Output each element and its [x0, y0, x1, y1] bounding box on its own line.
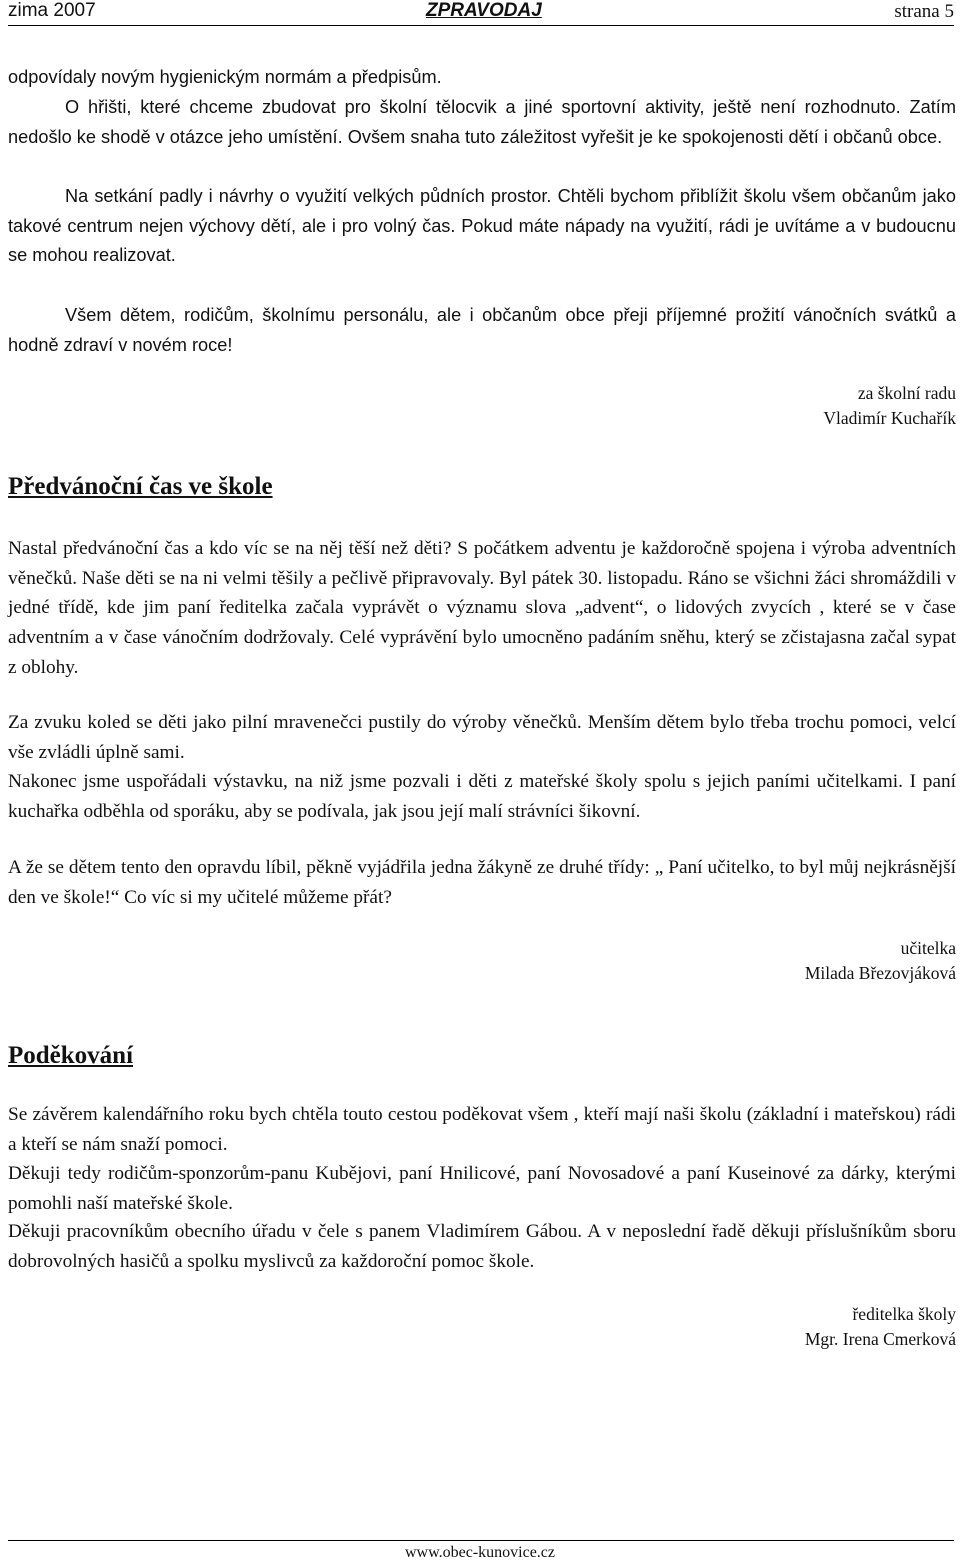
- section2-paragraph-intro: Se závěrem kalendářního roku bych chtěla touto cestou poděkovat všem , kteří mají naši školu (základní i mateřskou) rádi a kteří se nám snaží pomoci.: [8, 1104, 956, 1155]
- footer-divider: [8, 1540, 954, 1541]
- section-heading-pre-christmas: Předvánoční čas ve škole: [8, 473, 273, 500]
- signature-name: Milada Březovjáková: [804, 963, 956, 983]
- section2-paragraph-office: Děkuji pracovníkům obecního úřadu v čele s panem Vladimírem Gábou. A v neposlední řadě děkuji příslušníkům sboru dobrovolných hasičů a spolku myslivců za každoroční pomoc škole.: [8, 1221, 956, 1272]
- intro-paragraph-playground: O hřišti, které chceme zbudovat pro školní tělocvik a jiné sportovní aktivity, ještě není rozhodnuto. Zatím nedošlo ke shodě v otázce jeho umístění. Ovšem snaha tuto záležitost vyřešit je ke spokojenosti dětí i občanů obce.: [8, 97, 956, 147]
- intro-line: odpovídaly novým hygienickým normám a předpisům.: [8, 67, 442, 87]
- section1-paragraph-quote: A že se dětem tento den opravdu líbil, pěkně vyjádřila jedna žákyně ze druhé třídy: „ Paní učitelko, to byl můj nejkrásnější den ve škole!“ Co víc si my učitelé můžeme přát?: [8, 857, 956, 908]
- signature-role: za školní radu: [857, 383, 956, 403]
- header-title: ZPRAVODAJ: [426, 0, 542, 21]
- footer-url: www.obec-kunovice.cz: [404, 1544, 555, 1561]
- section1-paragraph-exhibition: Nakonec jsme uspořádali výstavku, na niž jsme pozvali i děti z mateřské školy spolu s jejich paními učitelkami. I paní kuchařka odběhla od sporáku, aby se podívala, jak jsou její malí strávníci šikovní.: [8, 771, 956, 822]
- section2-paragraph-sponsors: Děkuji tedy rodičům-sponzorům-panu Kubějovi, paní Hnilicové, paní Novosadové a paní Kuseinové za dárky, kterými pomohli naší mateřské škole.: [8, 1163, 956, 1214]
- section2-signature: [805, 1302, 956, 1352]
- header-divider: [8, 25, 954, 26]
- signature-role: ředitelka školy: [852, 1304, 956, 1324]
- intro-paragraph-attic: Na setkání padly i návrhy o využití velkých půdních prostor. Chtěli bychom přiblížit školu všem občanům jako takové centrum nejen výchovy dětí, ale i pro volný čas. Pokud máte nápady na využití, rádi je uvítáme a v budoucnu se mohou realizovat.: [8, 186, 956, 266]
- header-page-number: strana 5: [894, 1, 954, 22]
- intro-signature: [823, 381, 956, 431]
- section-heading-thanks: Poděkování: [8, 1042, 134, 1069]
- signature-name: Mgr. Irena Cmerková: [804, 1329, 956, 1349]
- signature-name: Vladimír Kuchařík: [823, 408, 956, 428]
- signature-role: učitelka: [900, 938, 956, 958]
- intro-paragraph-wishes: Všem dětem, rodičům, školnímu personálu, ale i občanům obce přeji příjemné prožití vánočních svátků a hodně zdraví v novém roce!: [8, 305, 956, 355]
- section1-paragraph-advent: Nastal předvánoční čas a kdo víc se na něj těší než děti? S počátkem adventu je každoročně spojena i výroba adventních věnečků. Naše děti se na ni velmi těšily a pečlivě připravovaly. Byl pátek 30. listopadu. Ráno se všichni žáci shromáždili v jedné třídě, kde jim paní ředitelka začala vyprávět o významu slova „advent“, o lidových zvycích , které se v čase adventním a v čase vánočním dodržovaly. Celé vyprávění bylo umocněno padáním sněhu, který se zčistajasna začal sypat z oblohy.: [8, 538, 956, 678]
- page-header: [8, 0, 954, 26]
- section1-signature: [805, 936, 956, 986]
- header-season: zima 2007: [8, 0, 96, 21]
- section1-paragraph-wreaths: Za zvuku koled se děti jako pilní mravenečci pustily do výroby věnečků. Menším dětem bylo třeba trochu pomoci, velcí vše zvládli úplně sami.: [8, 712, 956, 763]
